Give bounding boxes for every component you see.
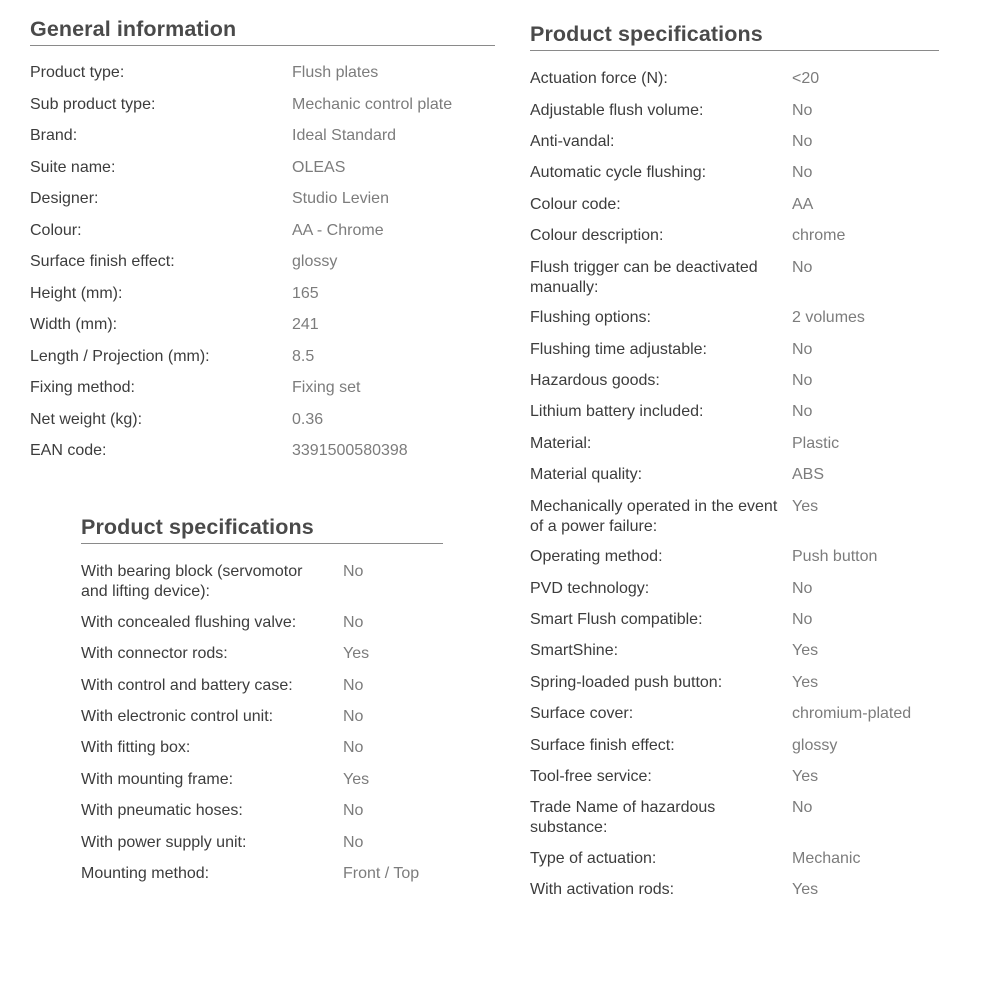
spec-value: 8.5 — [292, 347, 315, 365]
spec-value: Yes — [792, 881, 819, 899]
spec-row — [81, 670, 443, 701]
spec-label: Flushing options: — [530, 309, 651, 327]
spec-label: Net weight (kg): — [30, 410, 143, 428]
spec-label: With fitting box: — [81, 739, 191, 757]
section-title: Product specifications — [81, 514, 443, 544]
spec-value: Yes — [792, 673, 819, 691]
spec-label: Material: — [530, 434, 592, 452]
spec-row — [30, 121, 495, 152]
spec-value: <20 — [792, 70, 820, 88]
spec-value: No — [792, 372, 813, 390]
spec-value: Fixing set — [292, 379, 361, 397]
spec-row — [530, 334, 939, 365]
spec-label: Product type: — [30, 64, 125, 82]
spec-row — [530, 460, 939, 491]
spec-value: Plastic — [792, 434, 840, 452]
spec-label: Smart Flush compatible: — [530, 610, 703, 628]
spec-label: Hazardous goods: — [530, 372, 660, 390]
spec-row — [530, 397, 939, 428]
general-information-section — [30, 16, 495, 467]
product-specifications-section-right — [530, 21, 939, 906]
spec-value: No — [343, 739, 364, 757]
spec-value: No — [792, 258, 813, 276]
spec-value: No — [792, 133, 813, 151]
spec-row — [81, 608, 443, 639]
spec-row — [530, 793, 939, 844]
spec-value: Yes — [343, 770, 370, 788]
spec-value: Yes — [792, 767, 819, 785]
spec-value: No — [343, 833, 364, 851]
spec-value: No — [343, 802, 364, 820]
spec-label: Mechanically operated in the event of a power failure: — [530, 497, 778, 535]
spec-label: Type of actuation: — [530, 849, 657, 867]
spec-label: Brand: — [30, 127, 78, 145]
spec-label: Operating method: — [530, 548, 663, 566]
spec-value: AA - Chrome — [292, 221, 384, 239]
spec-value: 241 — [292, 316, 319, 334]
spec-value: Front / Top — [343, 865, 420, 883]
spec-row — [530, 64, 939, 95]
spec-value: No — [343, 613, 364, 631]
spec-label: Anti-vandal: — [530, 133, 615, 151]
spec-list — [81, 557, 443, 890]
spec-label: Trade Name of hazardous substance: — [530, 799, 716, 837]
spec-row — [530, 95, 939, 126]
spec-row — [530, 303, 939, 334]
spec-row — [30, 89, 495, 120]
spec-row — [30, 341, 495, 372]
spec-row — [530, 429, 939, 460]
spec-label: With connector rods: — [81, 645, 228, 663]
spec-label: SmartShine: — [530, 642, 619, 660]
spec-label: Designer: — [30, 190, 99, 208]
section-title: Product specifications — [530, 21, 939, 51]
spec-row — [530, 667, 939, 698]
spec-row — [530, 636, 939, 667]
spec-row — [81, 733, 443, 764]
spec-value: No — [792, 579, 813, 597]
spec-label: With electronic control unit: — [81, 708, 274, 726]
spec-label: With bearing block (servomotor and lifting device): — [81, 563, 303, 601]
spec-row — [81, 557, 443, 608]
spec-value: No — [343, 563, 364, 581]
spec-label: Width (mm): — [30, 316, 118, 334]
spec-value: Yes — [343, 645, 370, 663]
spec-label: Length / Projection (mm): — [30, 347, 210, 365]
spec-value: Push button — [792, 548, 878, 566]
spec-label: With control and battery case: — [81, 676, 293, 694]
spec-label: Colour code: — [530, 195, 621, 213]
spec-label: Surface cover: — [530, 705, 634, 723]
spec-value: ABS — [792, 466, 825, 484]
spec-label: PVD technology: — [530, 579, 650, 597]
spec-value: No — [792, 164, 813, 182]
spec-label: Surface finish effect: — [530, 736, 675, 754]
spec-row — [30, 373, 495, 404]
spec-row — [30, 184, 495, 215]
spec-value: Flush plates — [292, 64, 379, 82]
spec-label: Material quality: — [530, 466, 643, 484]
spec-value: No — [792, 799, 813, 817]
spec-label: Flushing time adjustable: — [530, 340, 707, 358]
spec-value: No — [792, 403, 813, 421]
spec-value: OLEAS — [292, 158, 346, 176]
spec-row — [530, 699, 939, 730]
spec-label: Colour description: — [530, 227, 664, 245]
spec-label: With concealed flushing valve: — [81, 613, 297, 631]
spec-value: No — [792, 340, 813, 358]
spec-row — [530, 366, 939, 397]
section-title: General information — [30, 16, 495, 46]
spec-value: 0.36 — [292, 410, 324, 428]
spec-label: Adjustable flush volume: — [530, 101, 704, 119]
spec-value: No — [343, 708, 364, 726]
spec-row — [530, 190, 939, 221]
spec-row — [530, 730, 939, 761]
spec-label: With power supply unit: — [81, 833, 247, 851]
spec-row — [530, 573, 939, 604]
spec-row — [30, 310, 495, 341]
spec-label: Height (mm): — [30, 284, 123, 302]
spec-row — [30, 58, 495, 89]
spec-value: Ideal Standard — [292, 127, 397, 145]
spec-row — [81, 702, 443, 733]
spec-value: AA — [792, 195, 814, 213]
spec-label: Colour: — [30, 221, 82, 239]
spec-label: Actuation force (N): — [530, 70, 668, 88]
spec-label: Lithium battery included: — [530, 403, 704, 421]
spec-value: Mechanic — [792, 849, 861, 867]
spec-row — [30, 404, 495, 435]
spec-row — [81, 639, 443, 670]
spec-label: Tool-free service: — [530, 767, 652, 785]
spec-row — [530, 221, 939, 252]
spec-row — [530, 844, 939, 875]
spec-row — [530, 605, 939, 636]
spec-row — [30, 278, 495, 309]
product-specifications-section-left — [81, 514, 443, 890]
spec-value: Yes — [792, 642, 819, 660]
spec-row — [530, 158, 939, 189]
spec-label: Flush trigger can be deactivated manually: — [530, 258, 758, 296]
spec-row — [81, 859, 443, 890]
spec-value: Yes — [792, 497, 819, 515]
spec-label: Sub product type: — [30, 95, 156, 113]
spec-list — [30, 58, 495, 467]
spec-value: No — [792, 101, 813, 119]
spec-value: No — [343, 676, 364, 694]
spec-value: No — [792, 610, 813, 628]
spec-label: With pneumatic hoses: — [81, 802, 243, 820]
spec-row — [81, 765, 443, 796]
spec-label: Mounting method: — [81, 865, 210, 883]
spec-value: chrome — [792, 227, 846, 245]
spec-row — [530, 491, 939, 542]
spec-label: Spring-loaded push button: — [530, 673, 723, 691]
spec-value: Mechanic control plate — [292, 95, 453, 113]
spec-value: 3391500580398 — [292, 442, 408, 460]
spec-row — [30, 436, 495, 467]
spec-list — [530, 64, 939, 906]
spec-label: Suite name: — [30, 158, 116, 176]
spec-label: With mounting frame: — [81, 770, 234, 788]
spec-value: Studio Levien — [292, 190, 389, 208]
spec-row — [530, 762, 939, 793]
spec-row — [530, 542, 939, 573]
spec-row — [81, 796, 443, 827]
spec-value: 2 volumes — [792, 309, 865, 327]
spec-row — [30, 215, 495, 246]
spec-value: chromium-plated — [792, 705, 912, 723]
spec-row — [530, 875, 939, 906]
spec-row — [30, 152, 495, 183]
spec-label: Fixing method: — [30, 379, 135, 397]
spec-label: EAN code: — [30, 442, 107, 460]
spec-row — [530, 252, 939, 303]
spec-value: glossy — [292, 253, 338, 271]
spec-row — [530, 127, 939, 158]
spec-value: 165 — [292, 284, 319, 302]
spec-value: glossy — [792, 736, 838, 754]
spec-row — [30, 247, 495, 278]
spec-label: With activation rods: — [530, 881, 675, 899]
spec-label: Surface finish effect: — [30, 253, 175, 271]
spec-label: Automatic cycle flushing: — [530, 164, 707, 182]
spec-row — [81, 827, 443, 858]
